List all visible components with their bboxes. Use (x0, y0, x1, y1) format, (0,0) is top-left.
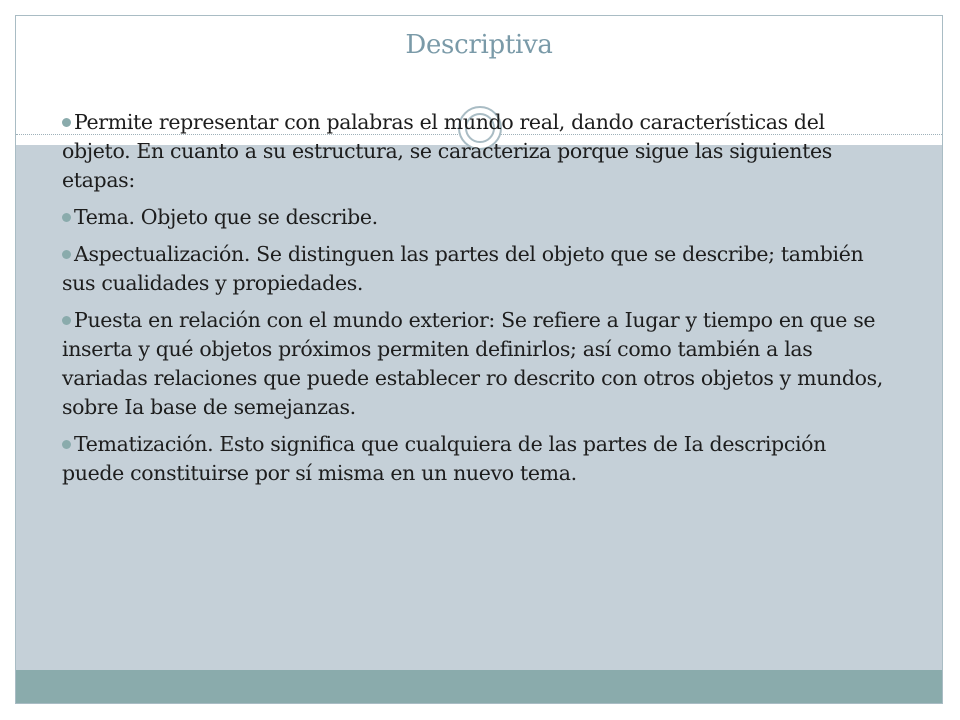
bullet-item (62, 108, 892, 195)
bullet-list (62, 108, 892, 496)
bullet-item (62, 430, 892, 488)
bullet-text: Tema. Objeto que se describe. (74, 205, 378, 229)
bullet-text: Permite representar con palabras el mundo real, dando características del objeto. En cuanto a su estructura, se caracteriza porque sigue las siguientes etapas: (62, 110, 832, 192)
bullet-text: Puesta en relación con el mundo exterior: Se refiere a Iugar y tiempo en que se inserta y qué objetos próximos permiten definirlos; así como también a las variadas relaciones que puede establecer ro descrito con otros objetos y mundos, sobre Ia base de semejanzas. (62, 308, 883, 419)
bullet-text: Tematización. Esto significa que cualquiera de las partes de Ia descripción puede constituirse por sí misma en un nuevo tema. (62, 432, 827, 485)
bullet-dot-icon (62, 250, 71, 259)
bullet-dot-icon (62, 316, 71, 325)
bullet-text: Aspectualización. Se distinguen las partes del objeto que se describe; también sus cualidades y propiedades. (62, 242, 864, 295)
footer-band (16, 670, 942, 703)
slide-title: Descriptiva (405, 30, 553, 60)
bullet-item (62, 203, 892, 232)
bullet-dot-icon (62, 440, 71, 449)
bullet-item (62, 306, 892, 422)
bullet-item (62, 240, 892, 298)
bullet-dot-icon (62, 118, 71, 127)
bullet-dot-icon (62, 213, 71, 222)
